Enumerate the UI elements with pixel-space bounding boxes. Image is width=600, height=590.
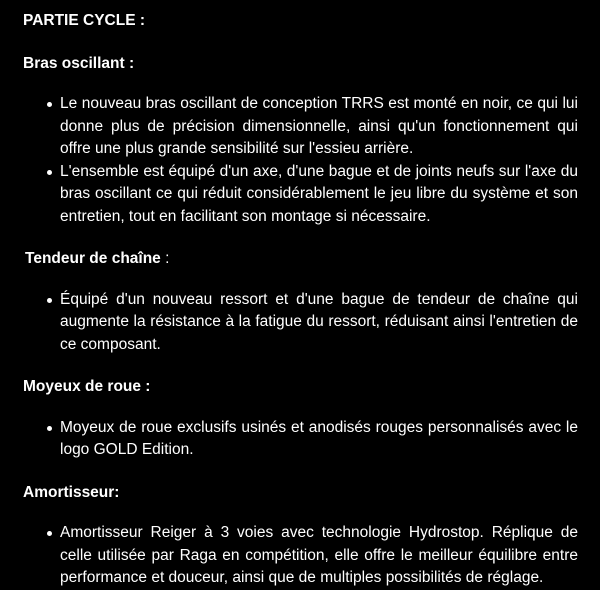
list-item: Équipé d'un nouveau ressort et d'une bague de tendeur de chaîne qui augmente la résistance à la fatigue du ressort, réduisant ainsi l'entretien de ce composant. (60, 289, 578, 357)
section-heading-moyeux-de-roue (23, 376, 578, 399)
bullet-list-bras-oscillant (23, 93, 578, 228)
list-item: Le nouveau bras oscillant de conception TRRS est monté en noir, ce qui lui donne plus de précision dimensionnelle, ainsi qu'un fonctionnement qui offre une plus grande sensibilité sur l'essieu arrière. (60, 93, 578, 161)
section-heading-text: Bras oscillant : (23, 54, 135, 72)
list-item: Moyeux de roue exclusifs usinés et anodisés rouges personnalisés avec le logo GOLD Edition. (60, 417, 578, 462)
section-heading-text: Moyeux de roue : (23, 378, 151, 395)
section-heading-bras-oscillant (23, 53, 578, 76)
page-title: PARTIE CYCLE : (23, 12, 145, 29)
section-heading-tendeur-de-chaine (23, 248, 578, 271)
bullet-list-moyeux-de-roue (23, 417, 578, 462)
bullet-list-tendeur-de-chaine (23, 289, 578, 357)
list-item: Amortisseur Reiger à 3 voies avec technologie Hydrostop. Réplique de celle utilisée par Raga en compétition, elle offre le meilleur équilibre entre performance et douceur, ainsi que de multiples possibilités de réglage. (60, 522, 578, 590)
section-heading-amortisseur (23, 482, 578, 505)
section-heading-text: Amortisseur: (23, 483, 120, 501)
section-heading-suffix: : (160, 250, 170, 267)
bullet-list-amortisseur (23, 522, 578, 590)
section-heading-text: Tendeur de chaîne (25, 250, 161, 267)
list-item: L'ensemble est équipé d'un axe, d'une bague et de joints neufs sur l'axe du bras oscillant ce qui réduit considérablement le jeu libre du système et son entretien, tout en facilitant son montage si nécessaire. (60, 161, 578, 229)
